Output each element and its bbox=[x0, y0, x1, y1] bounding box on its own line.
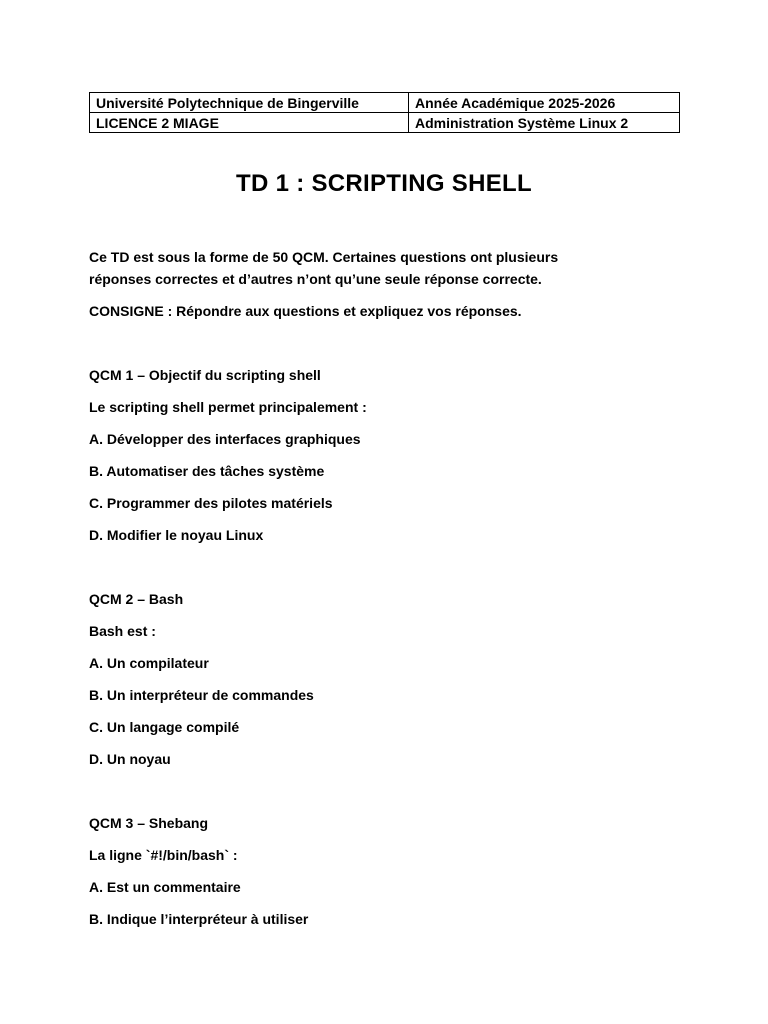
question-2-option-c: C. Un langage compilé bbox=[89, 719, 240, 735]
header-row-1 bbox=[90, 93, 680, 113]
question-3-prompt: La ligne `#!/bin/bash` : bbox=[89, 847, 238, 863]
academic-year-cell: Année Académique 2025-2026 bbox=[409, 93, 680, 113]
question-1-prompt: Le scripting shell permet principalement : bbox=[89, 399, 367, 415]
program-cell: LICENCE 2 MIAGE bbox=[90, 113, 409, 133]
university-cell: Université Polytechnique de Bingerville bbox=[90, 93, 409, 113]
question-1-option-c: C. Programmer des pilotes matériels bbox=[89, 495, 333, 511]
question-3-option-a: A. Est un commentaire bbox=[89, 879, 241, 895]
intro-line-1: Ce TD est sous la forme de 50 QCM. Certaines questions ont plusieurs bbox=[89, 249, 559, 265]
question-2-option-d: D. Un noyau bbox=[89, 751, 171, 767]
question-1-option-d: D. Modifier le noyau Linux bbox=[89, 527, 264, 543]
question-2-option-a: A. Un compilateur bbox=[89, 655, 209, 671]
question-3-heading: QCM 3 – Shebang bbox=[89, 815, 209, 831]
header-row-2 bbox=[90, 113, 680, 133]
course-cell: Administration Système Linux 2 bbox=[409, 113, 680, 133]
question-2-prompt: Bash est : bbox=[89, 623, 156, 639]
question-1-option-b: B. Automatiser des tâches système bbox=[89, 463, 325, 479]
instruction-line: CONSIGNE : Répondre aux questions et expliquez vos réponses. bbox=[89, 303, 522, 319]
question-1-option-a: A. Développer des interfaces graphiques bbox=[89, 431, 361, 447]
header-table bbox=[89, 92, 680, 133]
question-2-heading: QCM 2 – Bash bbox=[89, 591, 184, 607]
intro-line-2: réponses correctes et d’autres n’ont qu’une seule réponse correcte. bbox=[89, 271, 542, 287]
question-2-option-b: B. Un interpréteur de commandes bbox=[89, 687, 314, 703]
page-title: TD 1 : SCRIPTING SHELL bbox=[236, 170, 532, 197]
question-3-option-b: B. Indique l’interpréteur à utiliser bbox=[89, 911, 309, 927]
question-1-heading: QCM 1 – Objectif du scripting shell bbox=[89, 367, 321, 383]
